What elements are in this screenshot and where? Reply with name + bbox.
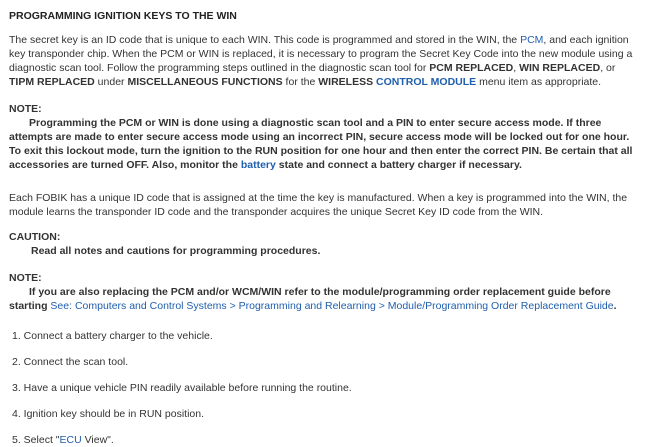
step-text: View". bbox=[81, 434, 114, 446]
procedure-steps bbox=[9, 329, 641, 447]
step-item: 3. Have a unique vehicle PIN readily available before running the routine. bbox=[12, 382, 352, 394]
intro-text: , or bbox=[600, 62, 616, 74]
note-text-part: Programming the PCM or WIN is done using a diagnostic scan tool and a PIN to enter secure access mode. If three attempts are made to enter secure access mode using an incorrect PIN, secure access mode will be locked out for one hour. To exit this lockout mode, turn the ignition to the RUN position for one hour and then enter the correct PIN. Be certain that all accessories are turned OFF. Also, monitor the bbox=[9, 117, 633, 171]
step-item: 2. Connect the scan tool. bbox=[12, 356, 129, 368]
note-text-part: If you are also replacing the PCM and/or WCM/WIN refer to the module/programming order replacement guide before starting bbox=[9, 286, 611, 312]
battery-link[interactable]: battery bbox=[240, 159, 276, 171]
win-replaced-term: WIN REPLACED bbox=[519, 62, 601, 74]
wireless-term: WIRELESS bbox=[318, 76, 374, 88]
intro-paragraph bbox=[9, 33, 641, 89]
intro-text: , and each ignition key transponder chip. When the PCM or WIN is replaced, it is necessary to program the Secret Key Code into the new module using a diagnostic scan tool. Follow the programming steps outlined in the diagnostic scan tool for bbox=[9, 34, 633, 74]
note-text bbox=[9, 285, 641, 313]
pcm-replaced-term: PCM REPLACED bbox=[429, 62, 514, 74]
tipm-replaced-term: TIPM REPLACED bbox=[9, 76, 95, 88]
note-heading: NOTE: bbox=[9, 272, 42, 284]
intro-text: under bbox=[94, 76, 128, 88]
page-title: PROGRAMMING IGNITION KEYS TO THE WIN bbox=[9, 10, 237, 22]
note-text bbox=[9, 116, 641, 172]
note-heading: NOTE: bbox=[9, 103, 42, 115]
fobik-paragraph: Each FOBIK has a unique ID code that is assigned at the time the key is manufactured. When a key is programmed into the WIN, the module learns the transponder ID code and the transponder acquires the unique Secret Key ID code from the WIN. bbox=[9, 192, 628, 218]
control-module-link[interactable]: CONTROL MODULE bbox=[376, 76, 477, 88]
ecu-link[interactable]: ECU bbox=[59, 434, 82, 446]
note-text-part: . bbox=[613, 300, 617, 312]
caution-text: Read all notes and cautions for programming procedures. bbox=[31, 245, 321, 257]
step-item: 1. Connect a battery charger to the vehicle. bbox=[12, 330, 213, 342]
step-text: 5. Select " bbox=[12, 434, 60, 446]
caution-heading: CAUTION: bbox=[9, 231, 61, 243]
intro-text: menu item as appropriate. bbox=[476, 76, 602, 88]
intro-text: The secret key is an ID code that is unique to each WIN. This code is programmed and stored in the WIN, the bbox=[9, 34, 521, 46]
module-order-guide-link[interactable]: See: Computers and Control Systems > Programming and Relearning > Module/Programming Order Replacement Guide bbox=[50, 300, 614, 312]
intro-text: , bbox=[513, 62, 520, 74]
pcm-link[interactable]: PCM bbox=[520, 34, 544, 46]
caution-block bbox=[9, 230, 641, 258]
misc-functions-term: MISCELLANEOUS FUNCTIONS bbox=[127, 76, 283, 88]
step-item bbox=[12, 433, 641, 447]
note-block-2 bbox=[9, 271, 641, 313]
note-block bbox=[9, 102, 641, 172]
step-item: 4. Ignition key should be in RUN position. bbox=[12, 408, 205, 420]
note-text-part: state and connect a battery charger if necessary. bbox=[275, 159, 522, 171]
intro-text: for the bbox=[282, 76, 319, 88]
